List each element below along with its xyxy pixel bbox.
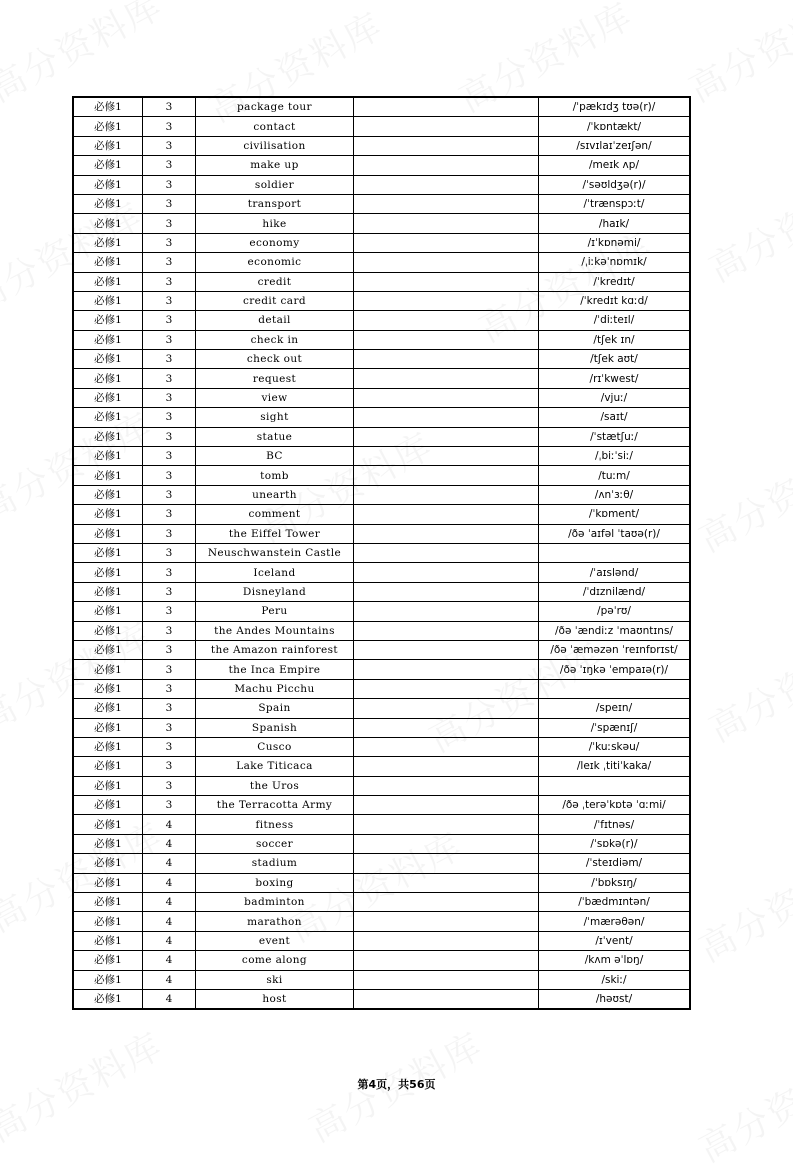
- phonetic-cell: /vjuː/: [539, 388, 691, 407]
- word-cell: Lake Titicaca: [196, 757, 354, 776]
- book-cell: 必修1: [73, 737, 143, 756]
- meaning-cell: [354, 737, 539, 756]
- table-row: [73, 776, 690, 795]
- phonetic-cell: /speɪn/: [539, 699, 691, 718]
- word-cell: stadium: [196, 854, 354, 873]
- word-cell: Cusco: [196, 737, 354, 756]
- word-cell: package tour: [196, 97, 354, 117]
- phonetic-cell: /ˌbiːˈsiː/: [539, 447, 691, 466]
- table-row: [73, 330, 690, 349]
- unit-cell: 3: [143, 466, 196, 485]
- book-cell: 必修1: [73, 621, 143, 640]
- phonetic-cell: /skiː/: [539, 970, 691, 989]
- meaning-cell: [354, 291, 539, 310]
- phonetic-cell: [539, 543, 691, 562]
- phonetic-cell: /ˈdɪznilænd/: [539, 582, 691, 601]
- table-row: [73, 466, 690, 485]
- meaning-cell: [354, 156, 539, 175]
- table-row: [73, 194, 690, 213]
- book-cell: 必修1: [73, 543, 143, 562]
- table-row: [73, 854, 690, 873]
- phonetic-cell: /tʃek aʊt/: [539, 350, 691, 369]
- unit-cell: 3: [143, 272, 196, 291]
- book-cell: 必修1: [73, 485, 143, 504]
- phonetic-cell: /meɪk ʌp/: [539, 156, 691, 175]
- vocabulary-table-body: [73, 97, 690, 1009]
- unit-cell: 3: [143, 524, 196, 543]
- book-cell: 必修1: [73, 272, 143, 291]
- unit-cell: 3: [143, 543, 196, 562]
- phonetic-cell: /ˈspænɪʃ/: [539, 718, 691, 737]
- word-cell: sight: [196, 408, 354, 427]
- table-row: [73, 582, 690, 601]
- word-cell: Spain: [196, 699, 354, 718]
- book-cell: 必修1: [73, 718, 143, 737]
- phonetic-cell: /ˈkredɪt kɑːd/: [539, 291, 691, 310]
- unit-cell: 3: [143, 660, 196, 679]
- word-cell: check in: [196, 330, 354, 349]
- book-cell: 必修1: [73, 776, 143, 795]
- word-cell: fitness: [196, 815, 354, 834]
- meaning-cell: [354, 582, 539, 601]
- unit-cell: 3: [143, 796, 196, 815]
- phonetic-cell: /ˈkɒment/: [539, 505, 691, 524]
- unit-cell: 3: [143, 699, 196, 718]
- phonetic-cell: /rɪˈkwest/: [539, 369, 691, 388]
- unit-cell: 3: [143, 408, 196, 427]
- unit-cell: 3: [143, 175, 196, 194]
- book-cell: 必修1: [73, 466, 143, 485]
- watermark-text: [689, 428, 793, 562]
- table-row: [73, 737, 690, 756]
- table-row: [73, 117, 690, 136]
- phonetic-cell: /sɪvɪlaɪˈzeɪʃən/: [539, 136, 691, 155]
- meaning-cell: [354, 136, 539, 155]
- word-cell: event: [196, 931, 354, 950]
- phonetic-cell: [539, 776, 691, 795]
- table-row: [73, 679, 690, 698]
- unit-cell: 4: [143, 912, 196, 931]
- word-cell: boxing: [196, 873, 354, 892]
- word-cell: Peru: [196, 602, 354, 621]
- table-row: [73, 253, 690, 272]
- word-cell: the Eiffel Tower: [196, 524, 354, 543]
- unit-cell: 3: [143, 718, 196, 737]
- book-cell: 必修1: [73, 679, 143, 698]
- meaning-cell: [354, 369, 539, 388]
- word-cell: unearth: [196, 485, 354, 504]
- word-cell: credit card: [196, 291, 354, 310]
- meaning-cell: [354, 485, 539, 504]
- book-cell: 必修1: [73, 136, 143, 155]
- meaning-cell: [354, 679, 539, 698]
- unit-cell: 3: [143, 505, 196, 524]
- unit-cell: 3: [143, 330, 196, 349]
- unit-cell: 4: [143, 970, 196, 989]
- meaning-cell: [354, 505, 539, 524]
- book-cell: 必修1: [73, 796, 143, 815]
- watermark-text: [689, 1038, 793, 1172]
- unit-cell: 3: [143, 427, 196, 446]
- table-row: [73, 796, 690, 815]
- word-cell: detail: [196, 311, 354, 330]
- table-row: [73, 427, 690, 446]
- unit-cell: 3: [143, 253, 196, 272]
- word-cell: civilisation: [196, 136, 354, 155]
- table-row: [73, 660, 690, 679]
- word-cell: Iceland: [196, 563, 354, 582]
- phonetic-cell: /ˈfɪtnəs/: [539, 815, 691, 834]
- table-row: [73, 970, 690, 989]
- phonetic-cell: /ðə ˌterəˈkɒtə ˈɑːmi/: [539, 796, 691, 815]
- word-cell: hike: [196, 214, 354, 233]
- meaning-cell: [354, 912, 539, 931]
- unit-cell: 3: [143, 640, 196, 659]
- word-cell: the Uros: [196, 776, 354, 795]
- table-row: [73, 543, 690, 562]
- book-cell: 必修1: [73, 369, 143, 388]
- phonetic-cell: /ˈkredɪt/: [539, 272, 691, 291]
- table-row: [73, 815, 690, 834]
- book-cell: 必修1: [73, 233, 143, 252]
- unit-cell: 4: [143, 951, 196, 970]
- unit-cell: 3: [143, 582, 196, 601]
- meaning-cell: [354, 970, 539, 989]
- table-row: [73, 524, 690, 543]
- book-cell: 必修1: [73, 893, 143, 912]
- book-cell: 必修1: [73, 989, 143, 1009]
- word-cell: economic: [196, 253, 354, 272]
- meaning-cell: [354, 893, 539, 912]
- word-cell: come along: [196, 951, 354, 970]
- book-cell: 必修1: [73, 330, 143, 349]
- meaning-cell: [354, 757, 539, 776]
- word-cell: request: [196, 369, 354, 388]
- word-cell: Disneyland: [196, 582, 354, 601]
- meaning-cell: [354, 97, 539, 117]
- unit-cell: 3: [143, 757, 196, 776]
- phonetic-cell: /saɪt/: [539, 408, 691, 427]
- word-cell: the Amazon rainforest: [196, 640, 354, 659]
- meaning-cell: [354, 699, 539, 718]
- meaning-cell: [354, 175, 539, 194]
- table-row: [73, 369, 690, 388]
- meaning-cell: [354, 543, 539, 562]
- book-cell: 必修1: [73, 951, 143, 970]
- unit-cell: 3: [143, 737, 196, 756]
- phonetic-cell: /ˈbɒksɪŋ/: [539, 873, 691, 892]
- unit-cell: 3: [143, 369, 196, 388]
- table-row: [73, 388, 690, 407]
- book-cell: 必修1: [73, 408, 143, 427]
- book-cell: 必修1: [73, 815, 143, 834]
- book-cell: 必修1: [73, 505, 143, 524]
- book-cell: 必修1: [73, 912, 143, 931]
- meaning-cell: [354, 796, 539, 815]
- unit-cell: 3: [143, 563, 196, 582]
- unit-cell: 3: [143, 97, 196, 117]
- unit-cell: 3: [143, 156, 196, 175]
- unit-cell: 3: [143, 388, 196, 407]
- phonetic-cell: /ɪˈvent/: [539, 931, 691, 950]
- watermark-text: [699, 618, 793, 752]
- phonetic-cell: /ðə ˈændiːz ˈmaʊntɪns/: [539, 621, 691, 640]
- table-row: [73, 97, 690, 117]
- unit-cell: 3: [143, 214, 196, 233]
- word-cell: contact: [196, 117, 354, 136]
- book-cell: 必修1: [73, 931, 143, 950]
- book-cell: 必修1: [73, 757, 143, 776]
- word-cell: soccer: [196, 834, 354, 853]
- word-cell: the Terracotta Army: [196, 796, 354, 815]
- book-cell: 必修1: [73, 699, 143, 718]
- unit-cell: 4: [143, 815, 196, 834]
- meaning-cell: [354, 660, 539, 679]
- phonetic-cell: /həʊst/: [539, 989, 691, 1009]
- phonetic-cell: /ˌiːkəˈnɒmɪk/: [539, 253, 691, 272]
- unit-cell: 3: [143, 194, 196, 213]
- table-row: [73, 175, 690, 194]
- phonetic-cell: /tuːm/: [539, 466, 691, 485]
- meaning-cell: [354, 466, 539, 485]
- table-row: [73, 311, 690, 330]
- table-row: [73, 621, 690, 640]
- meaning-cell: [354, 873, 539, 892]
- book-cell: 必修1: [73, 582, 143, 601]
- book-cell: 必修1: [73, 602, 143, 621]
- meaning-cell: [354, 815, 539, 834]
- meaning-cell: [354, 854, 539, 873]
- meaning-cell: [354, 253, 539, 272]
- book-cell: 必修1: [73, 194, 143, 213]
- meaning-cell: [354, 447, 539, 466]
- table-row: [73, 233, 690, 252]
- word-cell: Spanish: [196, 718, 354, 737]
- phonetic-cell: [539, 679, 691, 698]
- phonetic-cell: /ˈsɒkə(r)/: [539, 834, 691, 853]
- table-row: [73, 718, 690, 737]
- table-row: [73, 699, 690, 718]
- unit-cell: 3: [143, 621, 196, 640]
- word-cell: host: [196, 989, 354, 1009]
- table-row: [73, 602, 690, 621]
- phonetic-cell: /ˈkɒntækt/: [539, 117, 691, 136]
- phonetic-cell: /ˈmærəθən/: [539, 912, 691, 931]
- unit-cell: 3: [143, 485, 196, 504]
- word-cell: BC: [196, 447, 354, 466]
- unit-cell: 3: [143, 350, 196, 369]
- word-cell: statue: [196, 427, 354, 446]
- table-row: [73, 757, 690, 776]
- meaning-cell: [354, 388, 539, 407]
- table-row: [73, 989, 690, 1009]
- phonetic-cell: /leɪk ˌtitiˈkaka/: [539, 757, 691, 776]
- word-cell: economy: [196, 233, 354, 252]
- table-row: [73, 912, 690, 931]
- vocabulary-table: [72, 96, 691, 1010]
- unit-cell: 4: [143, 931, 196, 950]
- meaning-cell: [354, 233, 539, 252]
- meaning-cell: [354, 951, 539, 970]
- phonetic-cell: /ˈdiːteɪl/: [539, 311, 691, 330]
- book-cell: 必修1: [73, 970, 143, 989]
- book-cell: 必修1: [73, 447, 143, 466]
- unit-cell: 3: [143, 136, 196, 155]
- phonetic-cell: /ˈstætʃuː/: [539, 427, 691, 446]
- meaning-cell: [354, 602, 539, 621]
- book-cell: 必修1: [73, 117, 143, 136]
- phonetic-cell: /ˈbædmɪntən/: [539, 893, 691, 912]
- unit-cell: 3: [143, 117, 196, 136]
- table-row: [73, 931, 690, 950]
- phonetic-cell: /ˈsəʊldʒə(r)/: [539, 175, 691, 194]
- book-cell: 必修1: [73, 388, 143, 407]
- meaning-cell: [354, 563, 539, 582]
- book-cell: 必修1: [73, 834, 143, 853]
- book-cell: 必修1: [73, 640, 143, 659]
- word-cell: ski: [196, 970, 354, 989]
- table-row: [73, 408, 690, 427]
- meaning-cell: [354, 272, 539, 291]
- table-row: [73, 447, 690, 466]
- word-cell: check out: [196, 350, 354, 369]
- word-cell: Neuschwanstein Castle: [196, 543, 354, 562]
- unit-cell: 4: [143, 989, 196, 1009]
- word-cell: tomb: [196, 466, 354, 485]
- book-cell: 必修1: [73, 427, 143, 446]
- table-row: [73, 951, 690, 970]
- word-cell: soldier: [196, 175, 354, 194]
- word-cell: Machu Picchu: [196, 679, 354, 698]
- phonetic-cell: /ðə ˈaɪfəl ˈtaʊə(r)/: [539, 524, 691, 543]
- book-cell: 必修1: [73, 175, 143, 194]
- table-row: [73, 350, 690, 369]
- phonetic-cell: /haɪk/: [539, 214, 691, 233]
- table-row: [73, 136, 690, 155]
- table-row: [73, 893, 690, 912]
- book-cell: 必修1: [73, 253, 143, 272]
- book-cell: 必修1: [73, 854, 143, 873]
- unit-cell: 3: [143, 679, 196, 698]
- table-row: [73, 563, 690, 582]
- meaning-cell: [354, 194, 539, 213]
- unit-cell: 3: [143, 602, 196, 621]
- unit-cell: 4: [143, 873, 196, 892]
- unit-cell: 3: [143, 291, 196, 310]
- phonetic-cell: /ɪˈkɒnəmi/: [539, 233, 691, 252]
- book-cell: 必修1: [73, 156, 143, 175]
- table-row: [73, 214, 690, 233]
- meaning-cell: [354, 427, 539, 446]
- table-row: [73, 505, 690, 524]
- meaning-cell: [354, 408, 539, 427]
- word-cell: comment: [196, 505, 354, 524]
- book-cell: 必修1: [73, 873, 143, 892]
- meaning-cell: [354, 330, 539, 349]
- book-cell: 必修1: [73, 524, 143, 543]
- table-row: [73, 873, 690, 892]
- book-cell: 必修1: [73, 291, 143, 310]
- phonetic-cell: /ˈtrænspɔːt/: [539, 194, 691, 213]
- phonetic-cell: /pəˈrʊ/: [539, 602, 691, 621]
- table-row: [73, 156, 690, 175]
- phonetic-cell: /kʌm əˈlɒŋ/: [539, 951, 691, 970]
- phonetic-cell: /ˈsteɪdiəm/: [539, 854, 691, 873]
- meaning-cell: [354, 718, 539, 737]
- phonetic-cell: /ðə ˈɪŋkə ˈempaɪə(r)/: [539, 660, 691, 679]
- watermark-text: [699, 158, 793, 292]
- table-row: [73, 291, 690, 310]
- meaning-cell: [354, 931, 539, 950]
- table-row: [73, 272, 690, 291]
- meaning-cell: [354, 311, 539, 330]
- watermark-text: [679, 0, 793, 113]
- word-cell: make up: [196, 156, 354, 175]
- unit-cell: 4: [143, 893, 196, 912]
- unit-cell: 3: [143, 233, 196, 252]
- book-cell: 必修1: [73, 97, 143, 117]
- unit-cell: 4: [143, 834, 196, 853]
- word-cell: the Andes Mountains: [196, 621, 354, 640]
- table-row: [73, 485, 690, 504]
- unit-cell: 4: [143, 854, 196, 873]
- book-cell: 必修1: [73, 350, 143, 369]
- phonetic-cell: /ðə ˈæməzən ˈreɪnfɒrɪst/: [539, 640, 691, 659]
- phonetic-cell: /ˈaɪslənd/: [539, 563, 691, 582]
- book-cell: 必修1: [73, 660, 143, 679]
- meaning-cell: [354, 640, 539, 659]
- word-cell: the Inca Empire: [196, 660, 354, 679]
- meaning-cell: [354, 621, 539, 640]
- phonetic-cell: /ˈpækɪdʒ tʊə(r)/: [539, 97, 691, 117]
- unit-cell: 3: [143, 311, 196, 330]
- meaning-cell: [354, 214, 539, 233]
- page-number-footer: 第4页，共56页: [357, 1078, 436, 1091]
- phonetic-cell: /ʌnˈɜːθ/: [539, 485, 691, 504]
- watermark-text: [689, 838, 793, 972]
- meaning-cell: [354, 989, 539, 1009]
- phonetic-cell: /tʃek ɪn/: [539, 330, 691, 349]
- book-cell: 必修1: [73, 563, 143, 582]
- phonetic-cell: /ˈkuːskəu/: [539, 737, 691, 756]
- meaning-cell: [354, 834, 539, 853]
- meaning-cell: [354, 117, 539, 136]
- table-row: [73, 834, 690, 853]
- meaning-cell: [354, 776, 539, 795]
- word-cell: credit: [196, 272, 354, 291]
- book-cell: 必修1: [73, 214, 143, 233]
- meaning-cell: [354, 350, 539, 369]
- word-cell: marathon: [196, 912, 354, 931]
- meaning-cell: [354, 524, 539, 543]
- word-cell: transport: [196, 194, 354, 213]
- book-cell: 必修1: [73, 311, 143, 330]
- unit-cell: 3: [143, 447, 196, 466]
- word-cell: view: [196, 388, 354, 407]
- table-row: [73, 640, 690, 659]
- word-cell: badminton: [196, 893, 354, 912]
- unit-cell: 3: [143, 776, 196, 795]
